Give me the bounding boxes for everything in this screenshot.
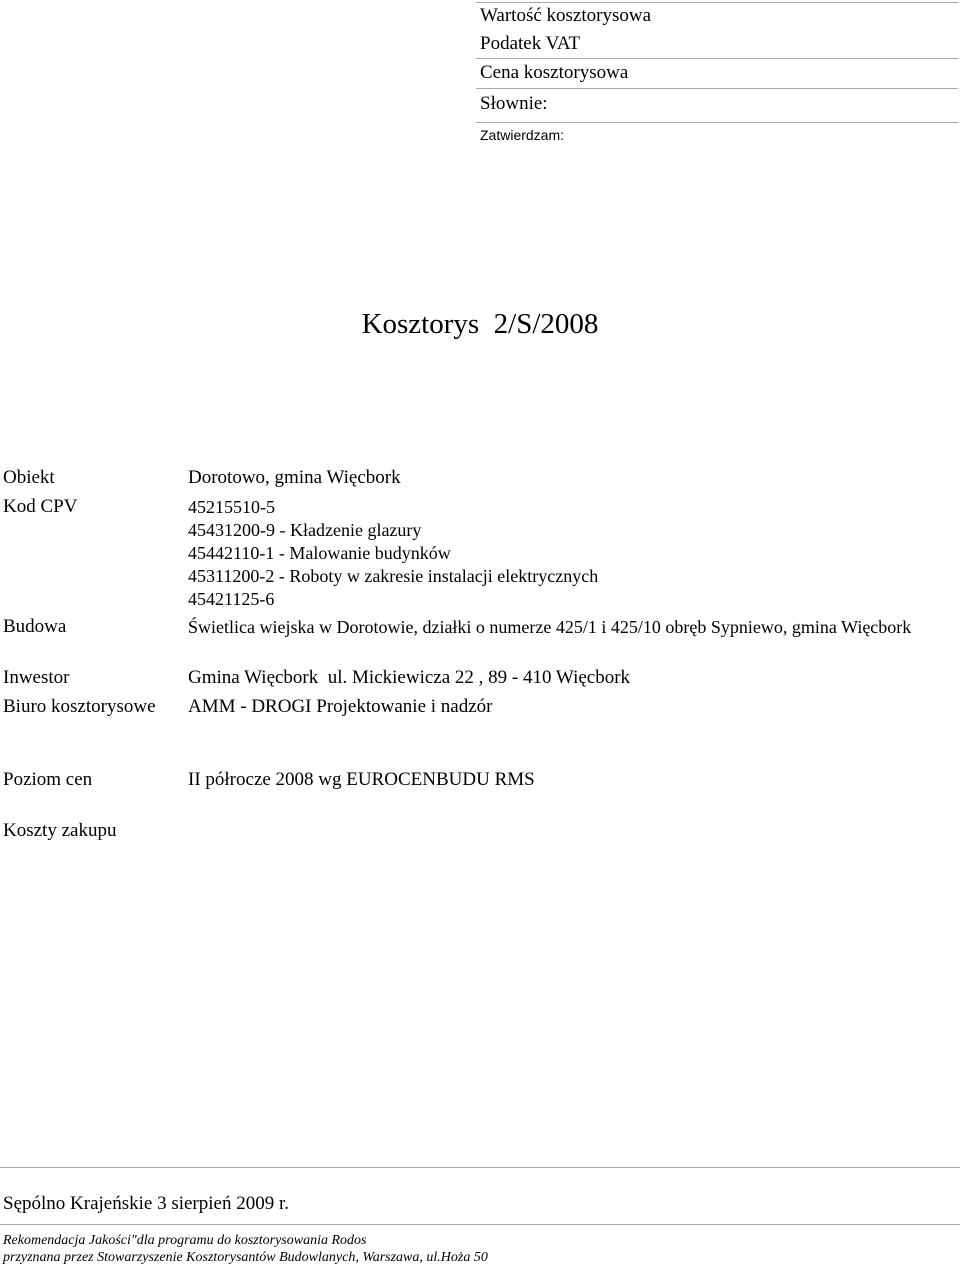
footer-divider bbox=[0, 1167, 960, 1168]
footer-divider bbox=[0, 1224, 960, 1225]
page-title: Kosztorys 2/S/2008 bbox=[361, 308, 599, 340]
wartosc-kosztorysowa-label: Wartość kosztorysowa bbox=[480, 5, 652, 26]
obiekt-label: Obiekt bbox=[3, 467, 55, 488]
poziom-cen-value: II półrocze 2008 wg EUROCENBUDU RMS bbox=[188, 769, 535, 790]
footer-note-line1: Rekomendacja Jakości"dla programu do kosztorysowania Rodos bbox=[3, 1233, 367, 1248]
koszty-zakupu-label: Koszty zakupu bbox=[3, 820, 117, 841]
summary-divider bbox=[476, 122, 958, 123]
place-date: Sępólno Krajeńskie 3 sierpień 2009 r. bbox=[3, 1193, 290, 1214]
cpv-code: 45311200-2 - Roboty w zakresie instalacji elektrycznych bbox=[188, 566, 599, 586]
biuro-kosztorysowe-value: AMM - DROGI Projektowanie i nadzór bbox=[188, 696, 493, 717]
inwestor-label: Inwestor bbox=[3, 667, 70, 688]
summary-divider bbox=[476, 88, 958, 89]
cpv-code: 45215510-5 bbox=[188, 497, 275, 517]
cpv-code-list bbox=[188, 496, 598, 611]
summary-divider bbox=[476, 2, 958, 3]
obiekt-value: Dorotowo, gmina Więcbork bbox=[188, 467, 401, 488]
biuro-kosztorysowe-label: Biuro kosztorysowe bbox=[3, 696, 156, 717]
budowa-value: Świetlica wiejska w Dorotowie, działki o numerze 425/1 i 425/10 obręb Sypniewo, gmina Więcbork bbox=[188, 617, 912, 637]
budowa-label: Budowa bbox=[3, 616, 67, 637]
cpv-code: 45421125-6 bbox=[188, 589, 275, 609]
cpv-code: 45442110-1 - Malowanie budynków bbox=[188, 543, 451, 563]
summary-divider bbox=[476, 58, 958, 59]
inwestor-value: Gmina Więcbork ul. Mickiewicza 22 , 89 - 410 Więcbork bbox=[188, 667, 631, 688]
footer-note-line2: przyznana przez Stowarzyszenie Kosztorysantów Budowlanych, Warszawa, ul.Hoża 50 bbox=[3, 1250, 488, 1265]
zatwierdzam-label: Zatwierdzam: bbox=[480, 127, 565, 143]
cena-kosztorysowa-label: Cena kosztorysowa bbox=[480, 62, 629, 83]
poziom-cen-label: Poziom cen bbox=[3, 769, 93, 790]
kod-cpv-label: Kod CPV bbox=[3, 496, 78, 517]
podatek-vat-label: Podatek VAT bbox=[480, 33, 581, 54]
cpv-code: 45431200-9 - Kładzenie glazury bbox=[188, 520, 422, 540]
slownie-label: Słownie: bbox=[480, 93, 548, 114]
